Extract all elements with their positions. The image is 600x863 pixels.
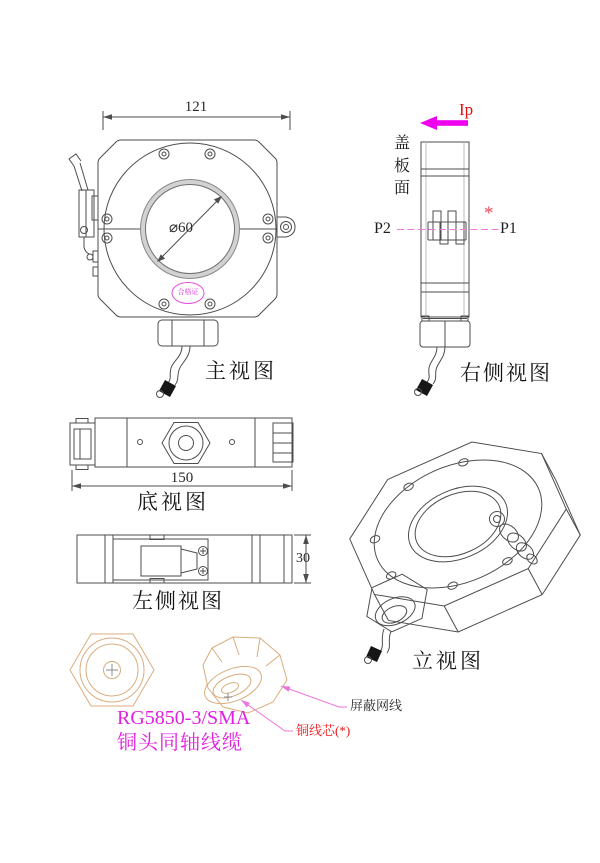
terminal-comb	[428, 211, 466, 244]
right-view-drawing	[397, 116, 499, 396]
front-hole-dimension: ⌀60	[169, 220, 194, 236]
cable-name-text: 铜头同轴线缆	[117, 732, 243, 754]
terminal-p2-label: P2	[374, 220, 391, 237]
left-view-label: 左侧视图	[132, 589, 224, 613]
left-height-dimension: 30	[296, 551, 310, 566]
iso-view-label: 立视图	[412, 649, 484, 673]
bottom-view-label: 底视图	[137, 490, 209, 514]
terminal-p1-label: P1	[500, 220, 517, 237]
front-view-label: 主视图	[205, 359, 277, 383]
current-arrow-label: Ip	[459, 100, 474, 119]
cable-model-text: RG5850-3/SMA	[117, 707, 251, 729]
left-view-drawing	[77, 535, 311, 583]
bottom-length-dimension: 150	[170, 470, 194, 486]
core-callout-label: 铜线芯(*)	[296, 723, 351, 738]
front-view-drawing	[69, 111, 295, 398]
iso-view-drawing	[334, 418, 596, 664]
cover-plate-label: 盖板面	[394, 135, 411, 197]
front-latch	[69, 154, 98, 276]
shield-callout-label: 屏蔽网线	[350, 698, 403, 713]
right-view-label: 右侧视图	[460, 361, 552, 385]
certificate-stamp-text: 合格证	[177, 288, 199, 296]
polarity-asterisk: *	[484, 203, 494, 224]
front-width-dimension: 121	[184, 99, 208, 115]
